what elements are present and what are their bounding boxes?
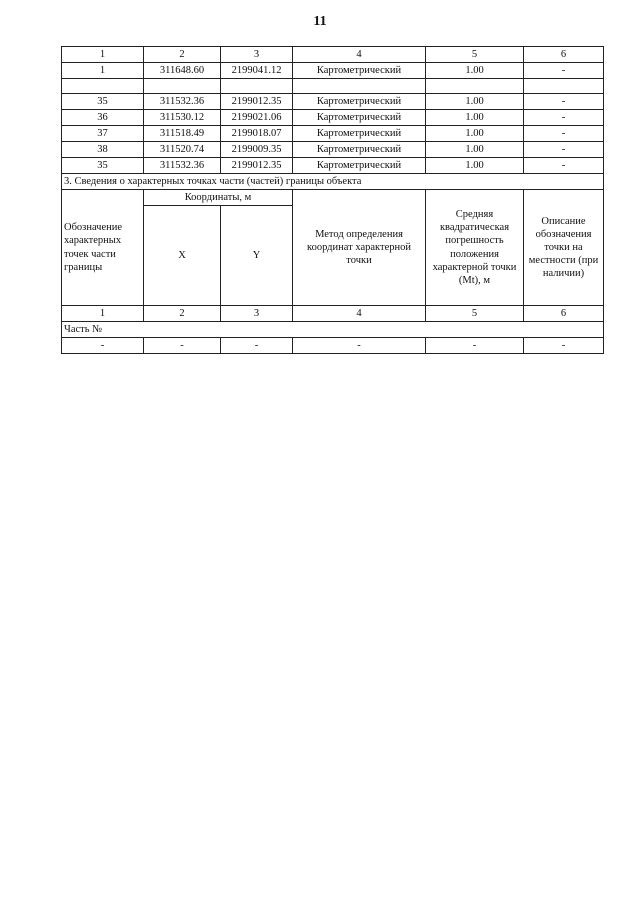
y-coordinate-cell: 2199012.35	[221, 158, 293, 174]
point-id-cell: -	[62, 338, 144, 354]
y-coordinate-cell: 2199041.12	[221, 63, 293, 79]
method-cell: Картометрический	[293, 110, 426, 126]
description-cell: -	[524, 110, 604, 126]
col-number-cell: 2	[144, 306, 221, 322]
y-coordinate-cell	[221, 79, 293, 94]
error-cell: 1.00	[426, 94, 524, 110]
col-number-cell: 3	[221, 47, 293, 63]
method-cell: Картометрический	[293, 63, 426, 79]
designation-header-text: Обозначение характерных точек части границы	[64, 222, 123, 273]
section-title-row	[62, 174, 604, 190]
description-cell	[524, 79, 604, 94]
error-cell	[426, 79, 524, 94]
x-header: X	[144, 206, 221, 306]
page-number: 11	[313, 14, 327, 29]
error-cell: 1.00	[426, 126, 524, 142]
section-title: 3. Сведения о характерных точках части (частей) границы объекта	[62, 174, 604, 190]
error-cell: 1.00	[426, 158, 524, 174]
designation-header	[62, 190, 144, 306]
point-id-cell: 36	[62, 110, 144, 126]
col-number-cell: 6	[524, 306, 604, 322]
point-id-cell: 37	[62, 126, 144, 142]
table-row	[62, 94, 604, 110]
method-cell: Картометрический	[293, 158, 426, 174]
col-number-cell: 2	[144, 47, 221, 63]
description-cell: -	[524, 94, 604, 110]
col-number-cell: 5	[426, 306, 524, 322]
col-number-cell: 3	[221, 306, 293, 322]
method-cell: Картометрический	[293, 142, 426, 158]
column-number-row	[62, 47, 604, 63]
y-header: Y	[221, 206, 293, 306]
column-number-row	[62, 306, 604, 322]
header-row	[62, 190, 604, 206]
point-id-cell: 38	[62, 142, 144, 158]
y-coordinate-cell: 2199009.35	[221, 142, 293, 158]
method-cell: -	[293, 338, 426, 354]
y-coordinate-cell: 2199021.06	[221, 110, 293, 126]
coordinates-header: Координаты, м	[144, 190, 293, 206]
point-id-cell	[62, 79, 144, 94]
table-row	[62, 63, 604, 79]
point-id-cell: 35	[62, 94, 144, 110]
x-coordinate-cell: 311532.36	[144, 158, 221, 174]
method-cell: Картометрический	[293, 94, 426, 110]
method-cell	[293, 79, 426, 94]
table-row	[62, 126, 604, 142]
table-row	[62, 79, 604, 94]
description-cell: -	[524, 63, 604, 79]
col-number-cell: 4	[293, 47, 426, 63]
table-row	[62, 142, 604, 158]
col-number-cell: 6	[524, 47, 604, 63]
y-coordinate-cell: 2199018.07	[221, 126, 293, 142]
part-label: Часть №	[62, 322, 604, 338]
x-coordinate-cell: 311648.60	[144, 63, 221, 79]
method-header: Метод определения координат характерной точки	[293, 190, 426, 306]
error-header: Средняя квадратическая погрешность положения характерной точки (Mt), м	[426, 190, 524, 306]
point-id-cell: 35	[62, 158, 144, 174]
error-cell: 1.00	[426, 63, 524, 79]
error-cell: 1.00	[426, 110, 524, 126]
x-coordinate-cell: -	[144, 338, 221, 354]
method-cell: Картометрический	[293, 126, 426, 142]
error-cell: 1.00	[426, 142, 524, 158]
description-cell: -	[524, 338, 604, 354]
col-number-cell: 4	[293, 306, 426, 322]
description-cell: -	[524, 142, 604, 158]
part-label-row	[62, 322, 604, 338]
col-number-cell: 1	[62, 306, 144, 322]
description-cell: -	[524, 158, 604, 174]
x-coordinate-cell: 311530.12	[144, 110, 221, 126]
error-cell: -	[426, 338, 524, 354]
boundary-points-table	[61, 46, 604, 354]
description-header: Описание обозначения точки на местности (при наличии)	[524, 190, 604, 306]
x-coordinate-cell: 311518.49	[144, 126, 221, 142]
description-cell: -	[524, 126, 604, 142]
table-row	[62, 338, 604, 354]
table-row	[62, 158, 604, 174]
point-id-cell: 1	[62, 63, 144, 79]
y-coordinate-cell: 2199012.35	[221, 94, 293, 110]
x-coordinate-cell: 311520.74	[144, 142, 221, 158]
y-coordinate-cell: -	[221, 338, 293, 354]
col-number-cell: 1	[62, 47, 144, 63]
table-row	[62, 110, 604, 126]
x-coordinate-cell: 311532.36	[144, 94, 221, 110]
x-coordinate-cell	[144, 79, 221, 94]
col-number-cell: 5	[426, 47, 524, 63]
